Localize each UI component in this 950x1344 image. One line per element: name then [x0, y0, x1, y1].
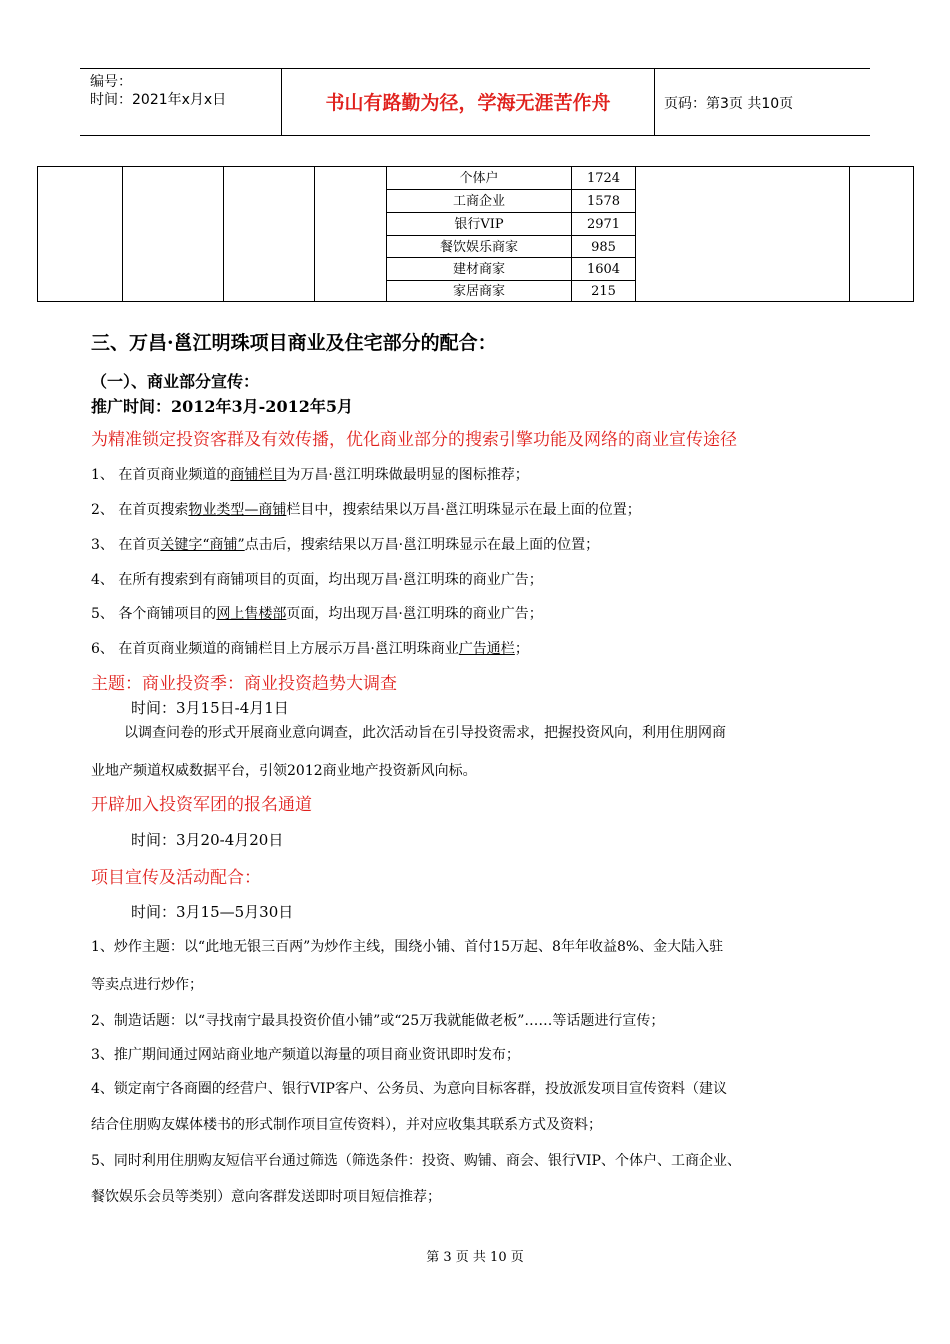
document-number: 编号：	[90, 74, 132, 90]
item-text: ；	[514, 641, 529, 657]
header-bottom-rule	[80, 135, 870, 136]
table-cell-category: 建材商家	[452, 262, 505, 277]
list-item	[91, 639, 529, 659]
subsection-title: （一）、商业部分宣传：	[91, 372, 260, 391]
item-text: 页面，均出现万昌·邕江明珠的商业广告；	[286, 606, 543, 622]
table-cell-count: 2971	[586, 217, 621, 232]
activity-list-line: 5、同时利用住朋购友短信平台通过筛选（筛选条件：投资、购铺、商会、银行VIP、个体户、工商企业、	[91, 1153, 741, 1169]
item-text: 点击后，搜索结果以万昌·邕江明珠显示在最上面的位置；	[244, 537, 600, 553]
table-cell-category: 家居商家	[452, 284, 505, 299]
theme-description: 业地产频道权威数据平台，引领2012商业地产投资新风向标。	[91, 763, 477, 779]
activity-list-line: 结合住朋购友媒体楼书的形式制作项目宣传资料），并对应收集其联系方式及资料；	[91, 1117, 602, 1133]
activity-heading: 项目宣传及活动配合：	[91, 868, 261, 888]
item-underlined: 广告通栏	[458, 641, 515, 657]
activity-list-line: 4、锁定南宁各商圈的经营户、银行VIP客户、公务员、为意向目标客群，投放派发项目宣传资料（建议	[91, 1081, 727, 1097]
document-date: 时间：2021年x月x日	[90, 92, 227, 108]
list-item	[91, 570, 543, 590]
activity-list-line: 等卖点进行炒作；	[91, 977, 203, 993]
signup-time: 时间：3月20-4月20日	[131, 831, 284, 849]
list-item	[91, 604, 543, 624]
item-text: 3、 在首页	[91, 537, 161, 553]
table-cell-count: 985	[591, 240, 616, 255]
list-item	[91, 500, 641, 520]
table-col-line	[314, 167, 315, 301]
table-cell-count: 1578	[586, 194, 621, 209]
table-col-line	[122, 167, 123, 301]
item-underlined: 物业类型—商铺	[188, 502, 287, 518]
list-item	[91, 465, 529, 485]
item-text: 2、 在首页搜索	[91, 502, 189, 518]
item-text: 6、 在首页商业频道的商铺栏目上方展示万昌·邕江明珠商业	[91, 641, 459, 657]
list-item	[91, 535, 599, 555]
page-footer: 第 3 页 共 10 页	[426, 1250, 524, 1265]
activity-list-line: 餐饮娱乐会员等类别）意向客群发送即时项目短信推荐；	[91, 1189, 441, 1205]
item-text: 5、 各个商铺项目的	[91, 606, 217, 622]
section-title: 三、万昌·邕江明珠项目商业及住宅部分的配合：	[91, 332, 497, 354]
theme-heading: 主题：商业投资季：商业投资趋势大调查	[91, 674, 397, 694]
merchant-table	[37, 166, 914, 302]
activity-list-line: 1、炒作主题：以“此地无银三百两”为炒作主线，围绕小铺、首付15万起、8年年收益8%、金大陆入驻	[91, 939, 724, 955]
table-cell-category: 个体户	[459, 171, 499, 186]
promo-time: 推广时间：2012年3月-2012年5月	[91, 397, 353, 416]
activity-time: 时间：3月15—5月30日	[131, 903, 294, 921]
table-cell-category: 银行VIP	[454, 217, 504, 232]
table-col-line	[635, 167, 636, 301]
item-text: 1、 在首页商业频道的	[91, 467, 231, 483]
item-text: 为万昌·邕江明珠做最明显的图标推荐；	[286, 467, 529, 483]
table-cell-count: 1724	[586, 171, 621, 186]
red-heading: 为精准锁定投资客群及有效传播，优化商业部分的搜索引擎功能及网络的商业宣传途径	[91, 430, 737, 450]
item-text: 栏目中，搜索结果以万昌·邕江明珠显示在最上面的位置；	[286, 502, 641, 518]
item-text: 4、 在所有搜索到有商铺项目的页面，均出现万昌·邕江明珠的商业广告；	[91, 572, 543, 588]
table-col-line	[849, 167, 850, 301]
header-divider-right	[654, 69, 655, 135]
activity-list-line: 2、制造话题：以“寻找南宁最具投资价值小铺”或“25万我就能做老板”……等话题进行宣传；	[91, 1013, 665, 1029]
header-top-rule	[80, 68, 870, 69]
theme-time: 时间：3月15日-4月1日	[131, 699, 289, 717]
table-cell-count: 1604	[586, 262, 621, 277]
item-underlined: 关键字“商铺”	[160, 537, 245, 553]
table-cell-count: 215	[591, 284, 616, 299]
activity-list-line: 3、推广期间通过网站商业地产频道以海量的项目商业资讯即时发布；	[91, 1047, 520, 1063]
table-cell-category: 工商企业	[452, 194, 505, 209]
page-indicator: 页码：第3页 共10页	[664, 96, 794, 112]
header-motto: 书山有路勤为径，学海无涯苦作舟	[325, 92, 611, 114]
item-underlined: 商铺栏目	[230, 467, 287, 483]
item-underlined: 网上售楼部	[216, 606, 287, 622]
table-col-line	[223, 167, 224, 301]
signup-heading: 开辟加入投资军团的报名通道	[91, 795, 312, 815]
table-cell-category: 餐饮娱乐商家	[439, 240, 518, 255]
theme-description: 以调查问卷的形式开展商业意向调查，此次活动旨在引导投资需求，把握投资风向，利用住朋网商	[124, 725, 726, 741]
